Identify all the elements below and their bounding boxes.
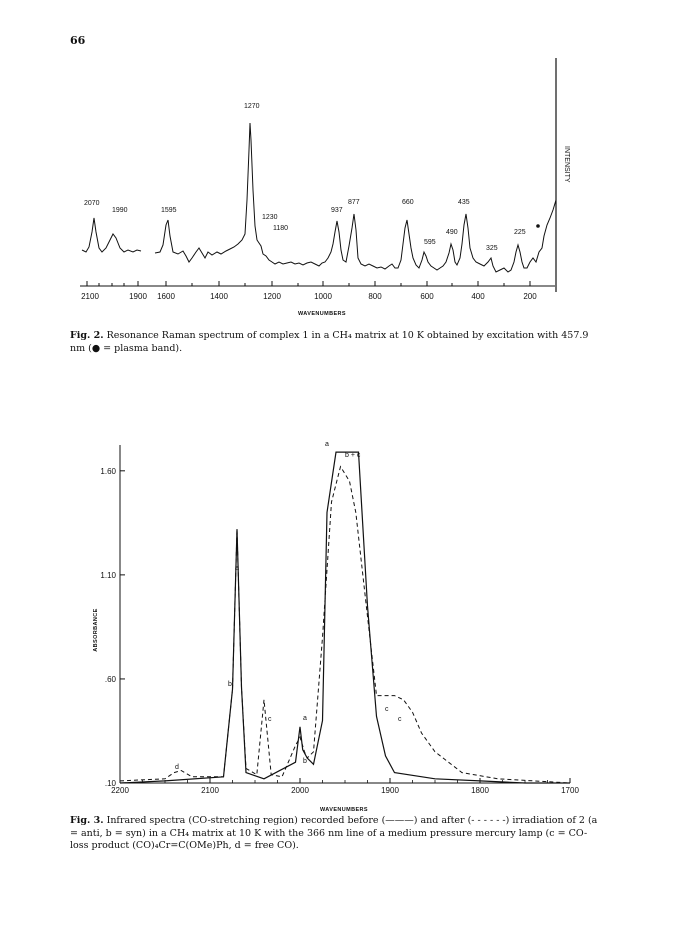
figure-2-raman-spectrum	[0, 0, 680, 320]
ir-band-label: c	[385, 706, 389, 713]
figure-3-caption-label: Fig. 3.	[70, 815, 104, 826]
raman-peak-label: 225	[514, 229, 526, 236]
ir-x-tick-label: 2200	[111, 786, 129, 795]
raman-peak-label: 937	[331, 207, 343, 214]
raman-x-tick-label: 800	[368, 292, 382, 301]
ir-y-tick-label: 1.60	[100, 466, 116, 476]
ir-axes	[100, 445, 579, 795]
ir-band-label: d	[175, 764, 179, 771]
ir-x-tick-label: 2000	[291, 786, 309, 795]
raman-peak-labels	[84, 103, 526, 252]
ir-x-tick-label: 1900	[381, 786, 399, 795]
plasma-band-marker	[536, 224, 540, 228]
raman-peak-label: 1595	[161, 207, 177, 214]
figure-2-caption-text: Resonance Raman spectrum of complex 1 in a CH₄ matrix at 10 K obtained by excitation with 457.9 nm (● = plasma band).	[70, 330, 589, 354]
raman-peak-label: 1270	[244, 103, 260, 110]
ir-band-label: c	[268, 716, 272, 723]
ir-band-label: c	[398, 716, 402, 723]
raman-x-tick-label: 1000	[314, 292, 332, 301]
ir-y-axis-label: ABSORBANCE	[93, 608, 99, 652]
raman-peak-label: 1230	[262, 214, 278, 221]
raman-peak-label: 595	[424, 239, 436, 246]
raman-x-tick-label: 2100	[81, 292, 99, 301]
raman-peak-label: 325	[486, 245, 498, 252]
ir-y-tick-label: .60	[104, 674, 116, 684]
raman-peak-label: 660	[402, 199, 414, 206]
ir-series-after-dashed	[120, 467, 570, 783]
ir-band-label: a	[303, 715, 307, 722]
raman-x-tick-label: 1600	[157, 292, 175, 301]
raman-x-axis	[80, 281, 555, 286]
raman-x-tick-labels	[81, 292, 537, 301]
raman-peak-label: 435	[458, 199, 470, 206]
raman-x-tick-label: 1400	[210, 292, 228, 301]
raman-spectrum-segment-left	[82, 218, 141, 252]
ir-band-label: b	[303, 758, 307, 765]
raman-x-tick-label: 400	[471, 292, 485, 301]
figure-2-caption-label: Fig. 2.	[70, 330, 104, 341]
raman-x-tick-label: 600	[420, 292, 434, 301]
page-number: 66	[70, 34, 86, 47]
ir-band-label: b	[228, 681, 232, 688]
raman-peak-label: 1180	[273, 225, 289, 232]
ir-band-label: a	[325, 441, 329, 448]
ir-x-tick-label: 2100	[201, 786, 219, 795]
raman-peak-label: 877	[348, 199, 360, 206]
ir-y-tick-label: .10	[104, 779, 116, 788]
raman-x-tick-label: 1900	[129, 292, 147, 301]
figure-2-caption	[70, 330, 600, 355]
ir-x-tick-label: 1700	[561, 786, 579, 795]
raman-peak-label: 490	[446, 229, 458, 236]
ir-band-label: b + c	[345, 452, 361, 459]
figure-3-caption	[70, 815, 600, 853]
ir-series-before-solid	[120, 452, 570, 783]
ir-x-tick-label: 1800	[471, 786, 489, 795]
ir-y-tick-label: 1.10	[100, 570, 116, 580]
ir-band-label: a	[235, 565, 239, 572]
raman-x-tick-label: 1200	[263, 292, 281, 301]
figure-3-caption-text: Infrared spectra (CO-stretching region) recorded before (———) and after (- - - - - -) irradiation of 2 (a = anti, b = syn) in a CH₄ matrix at 10 K with the 366 nm line of a medium pressure mercury lamp (c = CO-loss product (CO)₄Cr=C(OMe)Ph, d = free CO).	[70, 815, 598, 851]
raman-axis-title: WAVENUMBERS	[298, 311, 346, 317]
raman-peak-label: 1990	[112, 207, 128, 214]
ir-series	[120, 452, 570, 783]
raman-x-tick-label: 200	[523, 292, 537, 301]
ir-axis-title: WAVENUMBERS	[320, 807, 368, 813]
raman-peak-label: 2070	[84, 200, 100, 207]
figure-3-ir-spectra	[0, 400, 680, 813]
intensity-label: INTENSITY	[563, 146, 570, 183]
